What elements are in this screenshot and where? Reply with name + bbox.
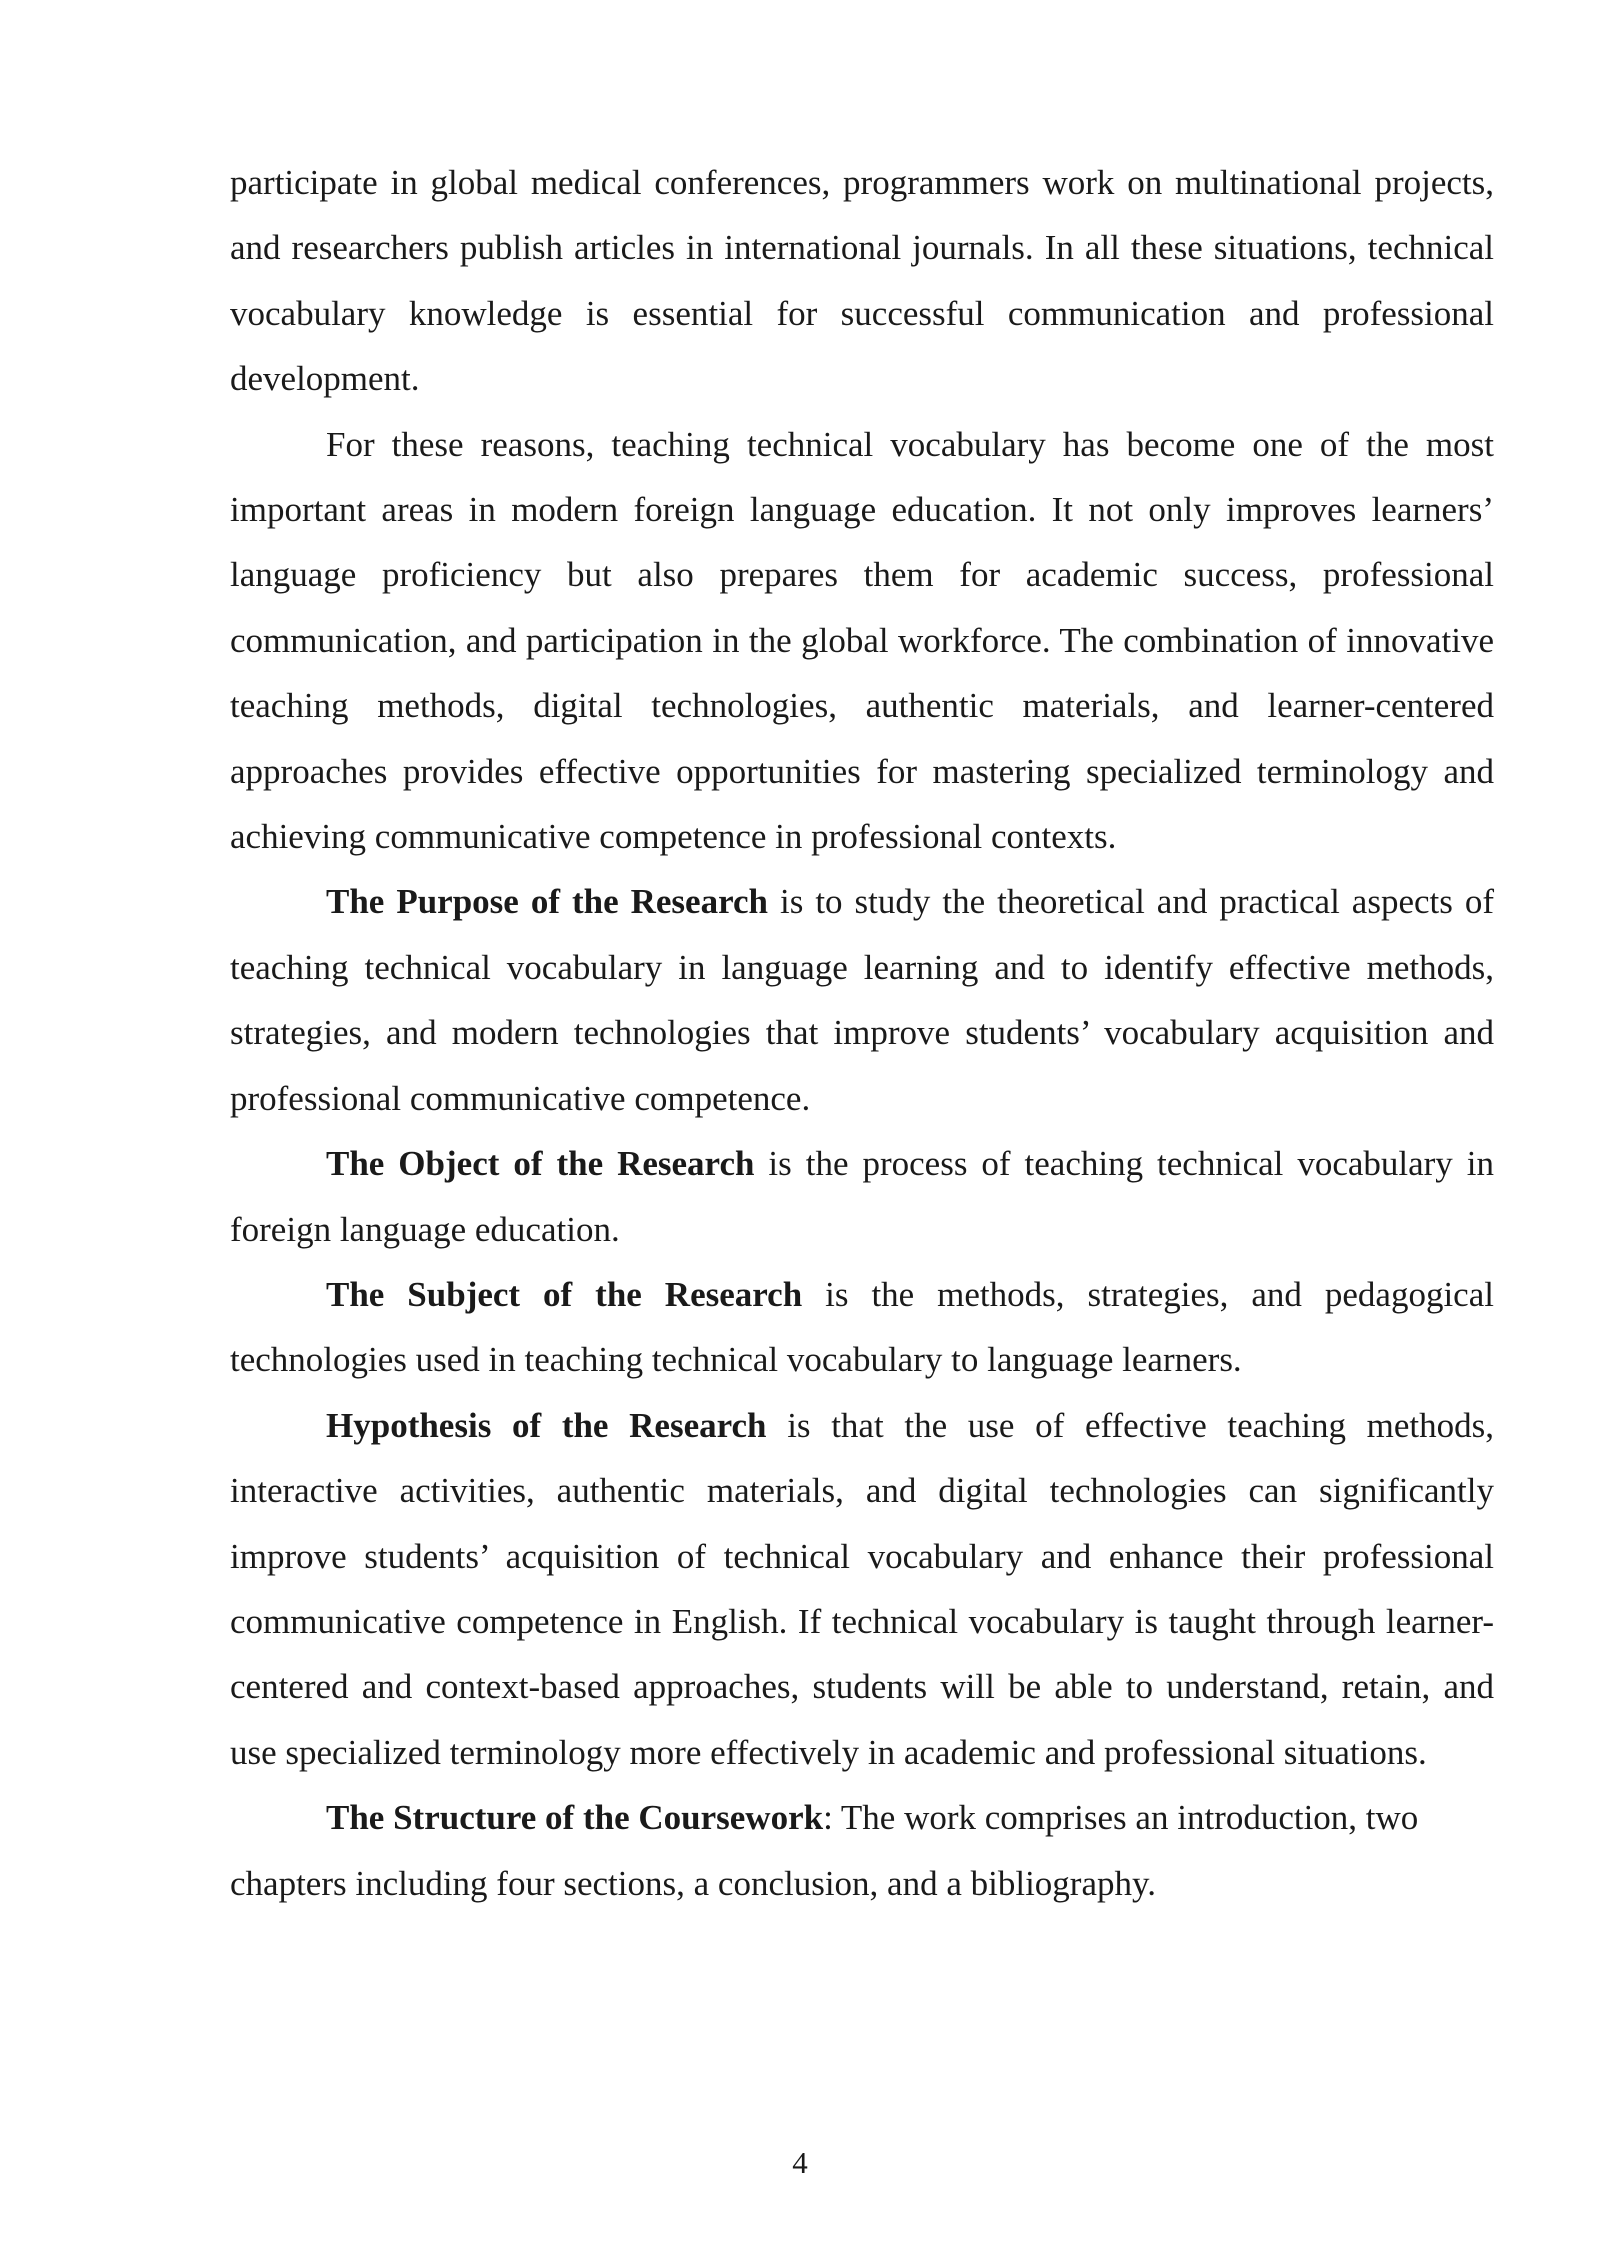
subject-heading: The Subject of the Research (326, 1274, 803, 1314)
purpose-heading: The Purpose of the Research (326, 882, 768, 922)
paragraph-structure (230, 1785, 1494, 1916)
paragraph-reasons (230, 412, 1494, 870)
paragraph-text: is to study the theoretical and practical aspects of teaching technical vocabulary in language learning and to identify effective methods, strategies, and modern technologies that improve students’ vocabulary acquisition and professional communicative competence. (230, 882, 1495, 1118)
paragraph-text: participate in global medical conferences, programmers work on multinational projects, and researchers publish articles in international journals. In all these situations, technical vocabulary knowledge is essential for successful communication and professional development. (230, 163, 1494, 399)
object-heading: The Object of the Research (326, 1144, 755, 1184)
hypothesis-heading: Hypothesis of the Research (326, 1405, 767, 1445)
paragraph-purpose (230, 869, 1494, 1131)
body-text (230, 150, 1494, 1916)
paragraph-text: For these reasons, teaching technical vocabulary has become one of the most important areas in modern foreign language education. It not only improves learners’ language proficiency but also prepares them for academic success, professional communication, and participation in the global workforce. The combination of innovative teaching methods, digital technologies, authentic materials, and learner-centered approaches provides effective opportunities for mastering specialized terminology and achieving communicative competence in professional contexts. (230, 424, 1494, 857)
paragraph-object (230, 1131, 1494, 1262)
paragraph-text: is the methods, strategies, and pedagogical technologies used in teaching technical vocabulary to language learners. (230, 1274, 1494, 1380)
paragraph-subject (230, 1262, 1494, 1393)
paragraph-hypothesis (230, 1393, 1494, 1785)
paragraph-text: is the process of teaching technical vocabulary in foreign language education. (230, 1144, 1495, 1249)
page-number: 4 (792, 2145, 808, 2180)
paragraph-text: : The work comprises an introduction, two chapters including four sections, a conclusion, and a bibliography. (230, 1798, 1419, 1903)
paragraph-text: is that the use of effective teaching methods, interactive activities, authentic materials, and digital technologies can significantly improve students’ acquisition of technical vocabulary and enhance their professional communicative competence in English. If technical vocabulary is taught through learner-centered and context-based approaches, students will be able to understand, retain, and use specialized terminology more effectively in academic and professional situations. (230, 1405, 1494, 1772)
structure-heading: The Structure of the Coursework (326, 1798, 824, 1838)
paragraph-continuation (230, 150, 1494, 412)
